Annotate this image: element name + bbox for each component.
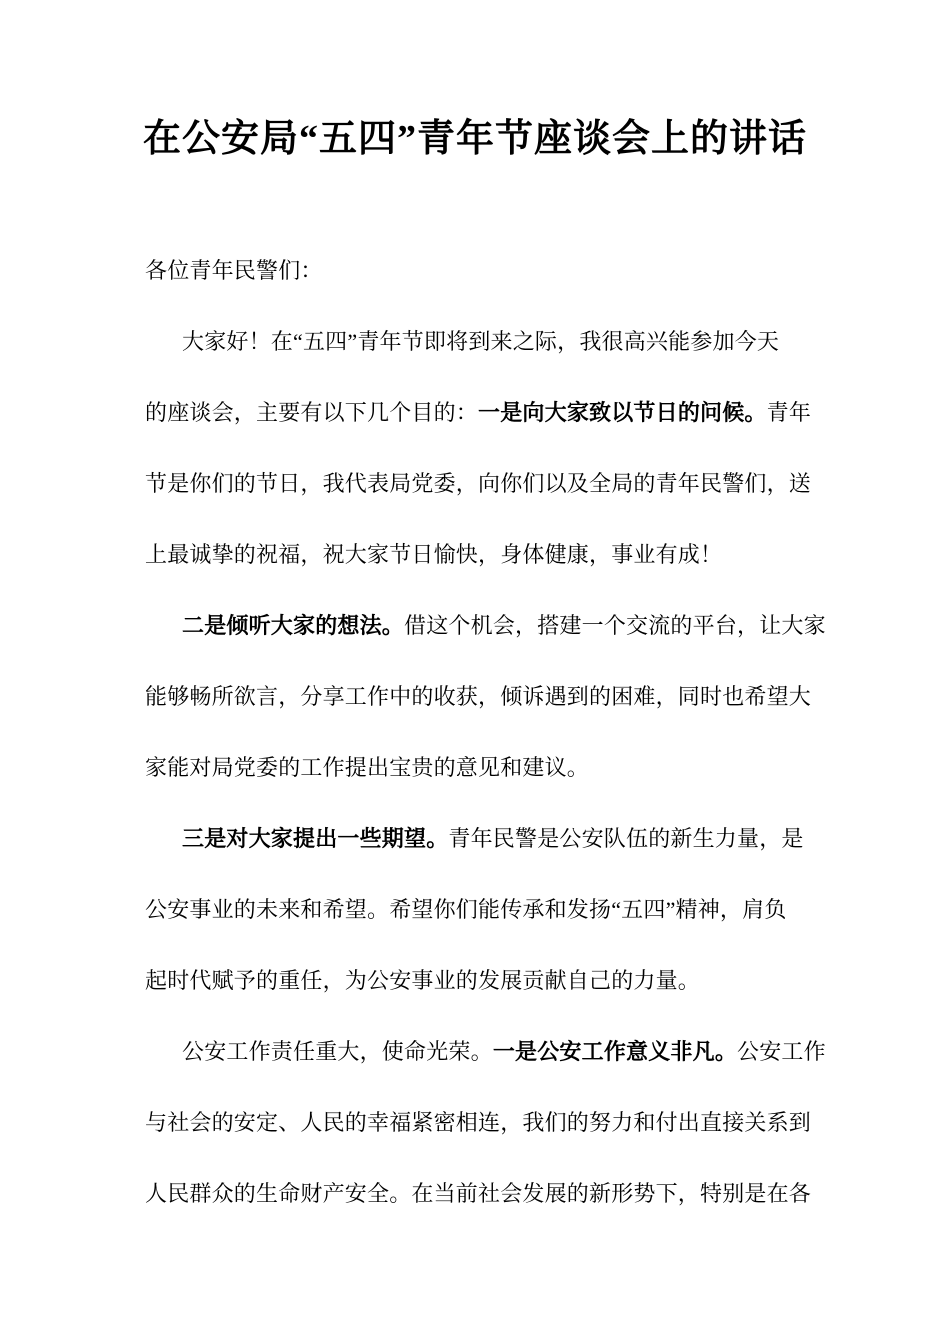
text-segment: 与社会的安定、人民的幸福紧密相连，我们的努力和付出直接关系到 [145,1110,812,1135]
text-segment: 人民群众的生命财产安全。在当前社会发展的新形势下，特别是在各 [145,1181,812,1206]
text-segment: 起时代赋予的重任，为公安事业的发展贡献自己的力量。 [145,968,701,993]
text-segment: 的座谈会，主要有以下几个目的： [145,400,479,425]
text-segment: 家能对局党委的工作提出宝贵的意见和建议。 [145,755,590,780]
bold-text-segment: 一是公安工作意义非凡。 [492,1039,738,1064]
bold-text-segment: 三是对大家提出一些期望。 [182,826,449,851]
text-line [145,448,813,519]
text-segment: 能够畅所欲言，分享工作中的收获，倾诉遇到的困难，同时也希望大 [145,684,812,709]
document-body [145,235,826,1229]
text-line [145,1016,826,1087]
text-segment: 大家好！在“五四”青年节即将到来之际，我很高兴能参加今天 [182,329,780,354]
text-segment: 各位青年民警们： [145,258,323,283]
text-segment: 公安工作 [737,1039,826,1064]
text-line [145,661,813,732]
bold-text-segment: 一是向大家致以节日的问候。 [478,400,767,425]
text-segment: 青年 [766,400,812,425]
text-line [145,803,813,874]
text-line [145,1087,813,1158]
text-line [145,945,813,1016]
text-segment: 公安工作责任重大，使命光荣。 [182,1039,493,1064]
text-line [145,377,813,448]
text-line [145,732,813,803]
text-line [145,590,826,661]
text-segment: 节是你们的节日，我代表局党委，向你们以及全局的青年民警们，送 [145,471,812,496]
text-line [145,235,813,306]
text-segment: 青年民警是公安队伍的新生力量，是 [448,826,804,851]
document-title: 在公安局“五四”青年节座谈会上的讲话 [142,118,807,160]
text-line [145,306,813,377]
text-segment: 公安事业的未来和希望。希望你们能传承和发扬“五四”精神，肩负 [145,897,787,922]
text-line [145,519,813,590]
text-line [145,874,813,945]
bold-text-segment: 二是倾听大家的想法。 [182,613,405,638]
text-segment: 上最诚挚的祝福，祝大家节日愉快，身体健康，事业有成！ [145,542,723,567]
text-segment: 借这个机会，搭建一个交流的平台，让大家 [404,613,826,638]
text-line [145,1158,813,1229]
